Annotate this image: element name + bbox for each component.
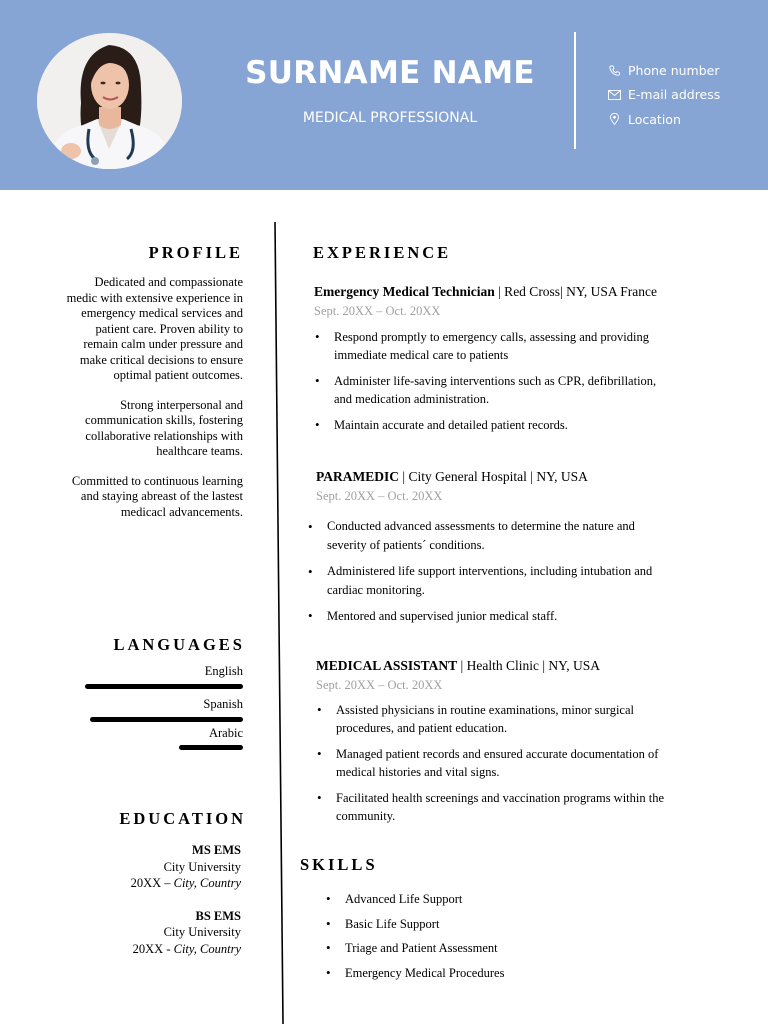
job-date: Sept. 20XX – Oct. 20XX [316, 489, 443, 503]
language-level-bar [179, 745, 243, 750]
header-divider [574, 32, 576, 149]
contact-location-label: Location [628, 111, 681, 127]
bullet-item: • Respond promptly to emergency calls, assessing and providing immediate medical care to patients [334, 328, 734, 364]
skill-item: • Advanced Life Support [345, 887, 725, 912]
profile-paragraph: Dedicated and compassionate medic with extensive experience in emergency medical services and patient care. Proven ability to remain calm under pressure and make critical decisions to ensure optimal patient outcomes. [66, 275, 243, 382]
job-bullets [327, 517, 736, 625]
languages-heading: LANGUAGES [113, 635, 245, 654]
bullet-item: • Conducted advanced assessments to determine the nature and severity of patients´ conditions. [327, 517, 736, 555]
contact-location [606, 107, 720, 132]
language-label: English [204, 664, 243, 678]
job-title: MEDICAL ASSISTANT | Health Clinic | NY, USA [316, 658, 600, 673]
education-item [28, 908, 241, 958]
language-level-bar [85, 684, 243, 689]
education-school: City University [163, 925, 241, 939]
email-icon [606, 90, 622, 100]
bullet-item: • Administered life support interventions, including intubation and cardiac monitoring. [327, 562, 736, 600]
contact-phone [606, 58, 720, 83]
job-bullets [334, 328, 734, 434]
candidate-role: MEDICAL PROFESSIONAL [302, 110, 478, 126]
header-banner [0, 0, 768, 190]
left-column [30, 240, 246, 956]
skill-item: • Emergency Medical Procedures [345, 961, 725, 986]
job-title: PARAMEDIC | City General Hospital | NY, USA [316, 469, 588, 484]
education-year-place: 20XX – City, Country [130, 876, 241, 890]
job-bullets [336, 701, 736, 825]
job-entry [316, 468, 736, 625]
languages-list [30, 664, 243, 750]
phone-icon [606, 65, 622, 76]
bullet-item: • Facilitated health screenings and vaccination programs within the community. [336, 789, 736, 825]
profile-paragraph: Strong interpersonal and communication skills, fostering collaborative relationships with healthcare teams. [85, 397, 243, 458]
bullet-item: • Maintain accurate and detailed patient records. [334, 416, 734, 434]
contact-email-label: E-mail address [628, 87, 721, 103]
candidate-name: SURNAME NAME [245, 55, 535, 91]
language-label: Arabic [208, 726, 243, 740]
bullet-item: • Administer life-saving interventions such as CPR, defibrillation, and medication administration. [334, 372, 734, 408]
job-title: Emergency Medical Technician | Red Cross| NY, USA France [314, 284, 658, 299]
contact-email [606, 83, 720, 108]
education-year-place: 20XX - City, Country [132, 941, 241, 956]
skills-heading: SKILLS [300, 855, 378, 874]
bullet-item: • Mentored and supervised junior medical staff. [327, 607, 736, 625]
language-label: Spanish [203, 697, 243, 711]
education-item [28, 842, 241, 892]
job-entry [316, 657, 736, 825]
profile-heading: PROFILE [148, 243, 243, 262]
education-degree: MS EMS [192, 843, 241, 857]
bullet-item: • Managed patient records and ensured accurate documentation of medical histories and vital signs. [336, 745, 736, 781]
education-list [28, 842, 241, 957]
skill-item: • Triage and Patient Assessment [345, 936, 725, 961]
profile-paragraph: Committed to continuous learning and staying abreast of the lastest medicacl advancements. [71, 473, 243, 519]
experience-heading: EXPERIENCE [313, 243, 452, 262]
language-level-bar [90, 717, 243, 722]
contact-list [606, 58, 720, 132]
contact-phone-label: Phone number [628, 62, 720, 78]
education-heading: EDUCATION [119, 809, 246, 828]
skills-list [345, 887, 725, 985]
education-degree: BS EMS [195, 908, 241, 923]
skill-item: • Basic Life Support [345, 912, 725, 937]
job-date: Sept. 20XX – Oct. 20XX [314, 304, 441, 318]
location-icon [606, 113, 622, 125]
job-date: Sept. 20XX – Oct. 20XX [316, 678, 443, 692]
education-school: City University [163, 859, 241, 874]
job-entry [314, 283, 734, 434]
profile-photo [37, 33, 182, 169]
bullet-item: • Assisted physicians in routine examinations, minor surgical procedures, and patient education. [336, 701, 736, 737]
